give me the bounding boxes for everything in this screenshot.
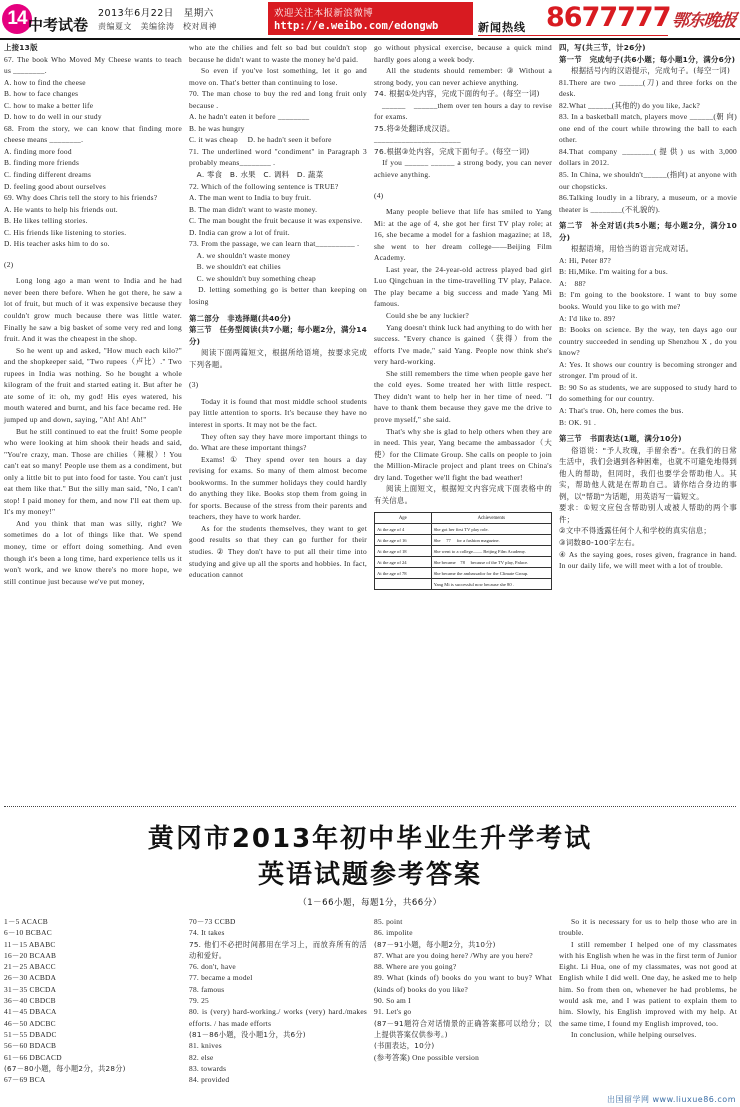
weibo-promo-text: 欢迎关注本报新浪微博 bbox=[274, 8, 374, 19]
table-row bbox=[375, 535, 552, 546]
exam-column-2 bbox=[189, 42, 367, 581]
question-69-option-c: C. His friends like listening to stories. bbox=[4, 227, 127, 237]
answer-line: 85. point bbox=[374, 917, 403, 926]
hotline-underline bbox=[478, 35, 668, 36]
question-69-option-b: B. He likes telling stories. bbox=[4, 216, 88, 226]
writing-section-2-instruction: 根据语境，用恰当的语言完成对话。 bbox=[571, 244, 694, 254]
passage-2-paragraph-3: But he still continued to eat the fruit! Some people who were looking at him shook their heads and said, "You're crazy, man. Those are chilies（辣椒）! You can't eat so many! People use them as a condiment, but only a little bit to put into food for taste. You can't just eat them like that." But the silly man said, "No, I can't stop! I paid money for them, and now I'll eat them up. It's my money!" bbox=[4, 426, 182, 517]
question-69-option-a: A. He wants to help his friends out. bbox=[4, 204, 118, 214]
answer-line: 41－45 DBACA bbox=[4, 1007, 57, 1017]
passage-2-paragraph-1: Long long ago a man went to India and he had never been there before. When he got there, he saw a lot of fruit, but much of it was expensive because they couldn't grow much because there was little water. Finally he saw a big basket of some very red and long fruit. And it was the cheapest in the shop. bbox=[4, 276, 182, 344]
continued-from: 上接13版 bbox=[4, 43, 38, 52]
part-4-heading: 四，写(共三节，计26分) bbox=[559, 43, 646, 52]
table-header-achievements: Achievements bbox=[431, 513, 551, 524]
answer-sample-label: (参考答案) One possible version bbox=[374, 1052, 480, 1062]
table-cell-age: At the age of 4 bbox=[375, 524, 432, 535]
table-row bbox=[375, 579, 552, 590]
answer-line: 67－69 BCA bbox=[4, 1075, 46, 1085]
answer-line: 81. knives bbox=[189, 1041, 222, 1051]
achievements-table bbox=[374, 512, 552, 590]
part-2-heading: 第二部分 非选择题(共40分) bbox=[189, 313, 292, 323]
answer-score-note: (87－91小题，每小题2分，共10分) bbox=[374, 939, 496, 949]
dialogue-line-4: B: I'm going to the bookstore. I want to buy some books. Would you like to go with me? bbox=[559, 290, 737, 312]
question-70-option-a: A. he hadn't eaten it before ________ bbox=[189, 112, 310, 122]
answer-line: 31－35 CBCDA bbox=[4, 984, 57, 994]
answer-line: 46－50 ADCBC bbox=[4, 1018, 56, 1028]
table-row bbox=[375, 568, 552, 579]
answer-line: 86. impolite bbox=[374, 928, 413, 938]
publication-date: 2013年6月22日 星期六 bbox=[98, 8, 214, 19]
table-cell-achievement: Yang Mi is successful now because she 80 . bbox=[431, 579, 551, 590]
question-73-option-b: B. we shouldn't eat chilies bbox=[189, 262, 281, 272]
passage-3-closing: All the students should remember: ③ Without a strong body, you can never achieve anything. bbox=[374, 66, 552, 87]
writing-requirement-3: ③词数80-100字左右。 bbox=[559, 537, 640, 547]
answer-line: 90. So am I bbox=[374, 996, 411, 1006]
question-67: 67. The book Who Moved My Cheese wants to teach us ________. bbox=[4, 54, 182, 76]
newspaper-logo: 鄂东晚报 bbox=[670, 11, 738, 31]
section-3-heading: 第三节 任务型阅读(共7小题；每小题2分，满分14分) bbox=[189, 325, 368, 346]
passage-2-closing: So even if you've lost something, let it go and move on. That's better than continuing to lose. bbox=[189, 66, 367, 87]
question-76-blank: If you ______ ______ a strong body, you can never achieve anything. bbox=[374, 158, 552, 180]
editor-credits: 责编夏文 美编徐涛 校对周神 bbox=[98, 22, 217, 31]
table-instruction: 阅读上面短文，根据短文内容完成下面表格中的有关信息。 bbox=[374, 484, 552, 505]
sample-essay-paragraph-2: I still remember I helped one of my classmates with his English when he was in the first term of Junior Eight. Li Hua, one of my classmates, was not good at English while I did well. One day, he asked me to help him. So from then on, whenever he had problems, he would ask me, and I was patient to explain them to him. Slowly, his English improved with my help. At the same time, I found my English improved, too. bbox=[559, 939, 738, 1028]
dialogue-line-10: B: OK. 91 . bbox=[559, 417, 597, 427]
answer-line: 88. Where are you going? bbox=[374, 962, 457, 972]
passage-2-paragraph-4: And you think that man was silly, right? We sometimes do a lot of things like that. We spend money, time or effort doing something. And even though it's been a long time, hard experience tells us it won't work, and we know there's no more hope, we still continue just because we've put money, bbox=[4, 518, 182, 586]
table-cell-achievement: She became 78 because of the TV play, Palace. bbox=[431, 557, 551, 568]
passage-4-paragraph-4: Yang doesn't think luck had anything to do with her success. "Every chance is gained（获得）from the efforts I've made," said Yang. People now think she's very hard-working. bbox=[374, 322, 552, 367]
table-cell-age: At the age of 78 bbox=[375, 568, 432, 579]
answer-line: 83. towards bbox=[189, 1063, 227, 1073]
question-67-option-b: B. how to face changes bbox=[4, 89, 79, 99]
passage-4-paragraph-2: Last year, the 24-year-old actress played bad girl Luo Qingchuan in the time-travelling TV play, Palace. The play became a big success and made Yang Mi famous. bbox=[374, 264, 552, 309]
answer-line: 79. 25 bbox=[189, 996, 209, 1006]
passage-3-paragraph-4: As for the students themselves, they want to get good results so that they can go further for their studies. ② They don't have to put all their time into studying and give up all the sports and hobbies. In fact, education cannot bbox=[189, 523, 367, 580]
answer-line-translation: 75. 他们不必把时间都用在学习上，而放弃所有的活动和爱好。 bbox=[189, 939, 367, 960]
achievements-table-wrapper bbox=[374, 512, 552, 590]
question-71: 71. The underlined word "condiment" in Paragraph 3 probably means________ . bbox=[189, 146, 367, 168]
answer-line: 6－10 BCBAC bbox=[4, 928, 52, 938]
answer-line: 77. became a model bbox=[189, 973, 253, 983]
passage-4-label: (4) bbox=[374, 190, 384, 200]
passage-3-paragraph-1: Today it is found that most middle school students pay little attention to sports. It's because they have no interest in sports. It may not be the fact. bbox=[189, 396, 367, 429]
answer-line: 1－5 ACACB bbox=[4, 917, 48, 926]
exam-column-4 bbox=[559, 42, 737, 572]
section-divider bbox=[4, 806, 736, 807]
question-67-option-c: C. how to make a better life bbox=[4, 100, 94, 110]
answer-column-3 bbox=[374, 916, 552, 1063]
writing-sample-opening: ④ As the saying goes, roses given, fragrance in hand. In our daily life, we will meet with a lot of trouble. bbox=[559, 549, 737, 571]
question-68-option-d: D. feeling good about ourselves bbox=[4, 181, 106, 191]
question-70-option-cd: C. it was cheap D. he hadn't seen it before bbox=[189, 135, 332, 145]
table-cell-achievement: She 77 for a fashion magazine. bbox=[431, 535, 551, 546]
dialogue-line-3: A: 88? bbox=[559, 278, 586, 288]
table-cell-age: At the age of 18 bbox=[375, 546, 432, 557]
table-cell-achievement: She went to a college—— Beijing Film Academy. bbox=[431, 546, 551, 557]
question-72-option-b: B. The man didn't want to waste money. bbox=[189, 204, 318, 214]
passage-2-label: (2) bbox=[4, 259, 14, 269]
question-70: 70. The man chose to buy the red and long fruit only because . bbox=[189, 89, 367, 110]
answer-line: 21－25 ABACC bbox=[4, 962, 56, 972]
question-76: 76.根据③处内容，完成下面句子。(每空一词) bbox=[374, 146, 530, 156]
sample-essay-paragraph-3: In conclusion, while helping ourselves. bbox=[571, 1029, 697, 1039]
answer-line: 89. What (kinds of) books do you want to buy? What (kinds of) books do you like? bbox=[374, 973, 552, 994]
question-72-option-d: D. India can grow a lot of fruit. bbox=[189, 227, 290, 237]
question-86: 86.Talking loudly in a library, a museum, or a movie theater is ________(不礼貌的). bbox=[559, 193, 737, 214]
answer-key-body bbox=[0, 916, 740, 1106]
question-73-option-a: A. we shouldn't waste money bbox=[189, 250, 291, 260]
question-82: 82.What ______(其他的) do you like, Jack? bbox=[559, 100, 701, 110]
answer-line: 61－66 DBCACD bbox=[4, 1052, 62, 1062]
answer-line: 16－20 BCAAB bbox=[4, 950, 57, 960]
answer-line: 87. What are you doing here? /Why are you here? bbox=[374, 950, 533, 960]
masthead bbox=[0, 0, 740, 38]
question-67-option-a: A. how to find the cheese bbox=[4, 77, 86, 87]
exam-body bbox=[0, 42, 740, 772]
question-69: 69. Why does Chris tell the story to his friends? bbox=[4, 193, 158, 203]
answer-writing-note: (书面表达，10分) bbox=[374, 1041, 435, 1051]
table-row bbox=[375, 557, 552, 568]
answer-line: 74. It takes bbox=[189, 928, 225, 938]
table-cell-achievement: She became the ambassador for the Climate Group. bbox=[431, 568, 551, 579]
answer-line: 11－15 ABABC bbox=[4, 939, 56, 949]
passage-4-paragraph-6: That's why she is glad to help others when they are in need. This year, Yang became the ambassador（大使）for the Climate Group. She calls on people to join the Million-Miracle project and plant trees on China's dry land. Together we'll fight the bad weather! bbox=[374, 426, 552, 482]
passage-3-paragraph-2: They often say they have more important things to do. What are these important things? bbox=[189, 431, 367, 453]
question-68: 68. From the story, we can know that finding more cheese means ________. bbox=[4, 123, 182, 145]
answer-line: 26－30 ACBDA bbox=[4, 973, 57, 983]
question-68-option-c: C. finding different dreams bbox=[4, 170, 92, 180]
question-74: 74. 根据①处内容，完成下面的句子。(每空一词) bbox=[374, 89, 540, 99]
masthead-rule bbox=[0, 38, 740, 40]
passage-4-paragraph-3: Could she be any luckier? bbox=[386, 311, 470, 321]
writing-section-3-heading: 第三节 书面表达(1题，满分10分) bbox=[559, 434, 682, 444]
answer-grading-note: (87－91题符合对话情景的正确答案都可以给分；以上提供答案仅供参考。) bbox=[374, 1018, 552, 1039]
question-83: 83. In a basketball match, players move ______(朝 向) one end of the court while throwing the ball to each other. bbox=[559, 112, 737, 145]
answer-score-note: (67－80小题，每小题2分，共28分) bbox=[4, 1063, 126, 1073]
answer-key-title-line-1: 黄冈市2013年初中毕业生升学考试 bbox=[147, 824, 593, 854]
exam-column-3 bbox=[374, 42, 552, 590]
table-row bbox=[375, 546, 552, 557]
question-85: 85. In China, we shouldn't______(指向) at anyone with our chopsticks. bbox=[559, 170, 737, 191]
answer-line: 82. else bbox=[189, 1052, 214, 1062]
table-cell-achievement: She got her first TV play role. bbox=[431, 524, 551, 535]
passage-2-paragraph-2: So he went up and asked, "How much each kilo?" and the shopkeeper said, "Two rupees（卢比）." Two rupees in India was nothing. So he bought a whole kilogram of the fruit and started eating it. But after he ate some of it: oh, my god! His eyes watered, his mouth watered and burnt, and his face became red. He jumped up and down, saying, "Ah! Ah! Ah!" bbox=[4, 345, 182, 424]
table-cell-age: At the age of 24 bbox=[375, 557, 432, 568]
writing-requirement-1: 要求：①短文应包含帮助别人或被人帮助的两个事件； bbox=[559, 503, 737, 524]
passage-4-paragraph-5: She still remembers the time when people gave her the cold eyes. Some treated her with little respect. They didn't want to help her in her time of need. "I have to thank them because they gave me the drive to prove myself," she said. bbox=[374, 368, 552, 424]
question-84: 84.That company ________(提供) us with 3,000 dollars in 2012. bbox=[559, 146, 737, 168]
exam-column-1 bbox=[4, 42, 182, 587]
writing-section-2-heading: 第二节 补全对话(共5小题；每小题2分，满分10分) bbox=[559, 221, 737, 242]
answer-line: 76. don't, have bbox=[189, 962, 236, 972]
site-watermark: 出国留学网 www.liuxue86.com bbox=[606, 1095, 736, 1104]
sample-essay-paragraph-1: So it is necessary for us to help those who are in trouble. bbox=[559, 917, 737, 938]
weibo-promo-box[interactable] bbox=[268, 2, 473, 35]
dialogue-line-5: A: I'd like to. 89? bbox=[559, 313, 616, 323]
answer-score-note: (81－86小题，没小题1分，共6分) bbox=[189, 1029, 306, 1039]
answer-column-1 bbox=[4, 916, 182, 1085]
page-number-badge: 14 bbox=[2, 4, 32, 34]
question-69-option-d: D. His teacher asks him to do so. bbox=[4, 239, 110, 249]
answer-column-2 bbox=[189, 916, 367, 1085]
table-cell-age: At the age of 16 bbox=[375, 535, 432, 546]
table-row bbox=[375, 524, 552, 535]
answer-line: 84. provided bbox=[189, 1075, 230, 1085]
answer-line: 56－60 BDACB bbox=[4, 1041, 57, 1051]
writing-section-1-heading: 第一节 完成句子(共6小题；每小题1分，满分6分) bbox=[559, 54, 736, 64]
writing-requirement-2: ②文中不得透露任何个人和学校的真实信息； bbox=[559, 526, 712, 536]
answer-line: 70－73 CCBD bbox=[189, 917, 236, 926]
passage-3-paragraph-3: Exams! ① They spend over ten hours a day revising for exams. So many of them almost become bookworms. In the summer holidays they could hardly do anything they like. Books stop them from going in for sports. Because of the stress from their parents and teachers, they have to work harder. bbox=[189, 454, 367, 522]
weibo-url[interactable]: http://e.weibo.com/edongwb bbox=[274, 20, 439, 32]
table-header-row bbox=[375, 513, 552, 524]
question-68-option-a: A. finding more food bbox=[4, 146, 72, 156]
table-cell-age bbox=[375, 579, 432, 590]
answer-key-title-line-2: 英语试题参考答案 bbox=[257, 860, 482, 890]
hotline-number: 8677777 bbox=[546, 2, 671, 33]
question-75: 75.将②处翻译成汉语。 bbox=[374, 123, 455, 133]
passage-3-label: (3) bbox=[189, 380, 199, 390]
question-67-option-d: D. how to do well in our study bbox=[4, 112, 102, 122]
dialogue-line-2: B: Hi,Mike. I'm waiting for a bus. bbox=[559, 267, 668, 277]
dialogue-line-1: A: Hi, Peter 87? bbox=[559, 255, 612, 265]
section-3-instruction: 阅读下面两篇短文，根据所给语境，按要求完成下列各题。 bbox=[189, 348, 367, 369]
dialogue-line-6: B: Books on science. By the way, ten days ago our country succeeded in sending up Shenzhou X , do you know? bbox=[559, 325, 737, 358]
question-75-blank: ______________________ bbox=[374, 135, 461, 145]
answer-key-subtitle: （1－66小题，每题1分，共66分） bbox=[298, 898, 442, 908]
dialogue-line-9: A: That's true. Oh, here comes the bus. bbox=[559, 405, 684, 415]
section-name: 中考试卷 bbox=[28, 16, 89, 34]
answer-line: 51－55 DBADC bbox=[4, 1029, 57, 1039]
answer-line: 36－40 CBDCB bbox=[4, 996, 56, 1006]
hotline-label: 新闻热线 bbox=[478, 21, 526, 34]
answer-column-4 bbox=[559, 916, 737, 1040]
answer-line: 91. Let's go bbox=[374, 1007, 412, 1017]
dialogue-line-8: B: 90 So as students, we are supposed to study hard to do something for our country. bbox=[559, 382, 737, 404]
question-81: 81.There are two ______(刀) and three forks on the desk. bbox=[559, 77, 737, 99]
table-header-age: Age bbox=[375, 513, 432, 524]
question-70-option-b: B. he was hungry bbox=[189, 123, 245, 133]
passage-2-continued: who ate the chilies and felt so bad but couldn't stop because he didn't want to waste the money he'd paid. bbox=[189, 43, 367, 64]
question-72-option-a: A. The man went to India to buy fruit. bbox=[189, 193, 312, 203]
answer-line: 78. famous bbox=[189, 984, 225, 994]
question-68-option-b: B. finding more friends bbox=[4, 158, 80, 168]
question-73-option-c: C. we shouldn't buy something cheap bbox=[189, 273, 316, 283]
passage-4-paragraph-1: Many people believe that life has smiled to Yang Mi: at the age of 4, she got her first TV play role; at 16, she became a model for a fashion magazine; at 18, she went to her dream college——Beijing Film Academy. bbox=[374, 207, 552, 263]
answer-line: 80. is (very) hard-working./ works (very) hard./makes efforts. / has made efforts bbox=[189, 1007, 367, 1028]
writing-section-1-instruction: 根据括号内的汉语提示，完成句子。(每空一词) bbox=[571, 66, 731, 76]
question-72: 72. Which of the following sentence is TRUE? bbox=[189, 181, 339, 191]
passage-3-continued: go without physical exercise, because a quick mind hardly goes along a week body. bbox=[374, 43, 552, 64]
question-71-options: A. 零食 B. 水果 C. 调料 D. 蔬菜 bbox=[189, 170, 324, 180]
question-74-blank: ______ ______them over ten hours a day to revise for exams. bbox=[374, 100, 552, 122]
question-73: 73. From the passage, we can learn that__________ . bbox=[189, 239, 360, 249]
question-72-option-c: C. The man bought the fruit because it was expensive. bbox=[189, 216, 363, 226]
dialogue-line-7: A: Yes. It shows our country is becoming stronger and stronger. I'm proud of it. bbox=[559, 359, 737, 381]
question-73-option-d: D. letting something go is better than keeping on losing bbox=[189, 285, 367, 307]
writing-prompt-paragraph-1: 俗语说："予人玫瑰，手留余香"。在我们的日常生活中，我们会遇到各种困难，也就不可避免地得到他人的帮助，但同时，我们也要学会帮助他人。其实，帮助他人就是在帮助自己。请你结合身边的事例，以"帮助"为话题，用英语写一篇短文。 bbox=[559, 445, 737, 501]
